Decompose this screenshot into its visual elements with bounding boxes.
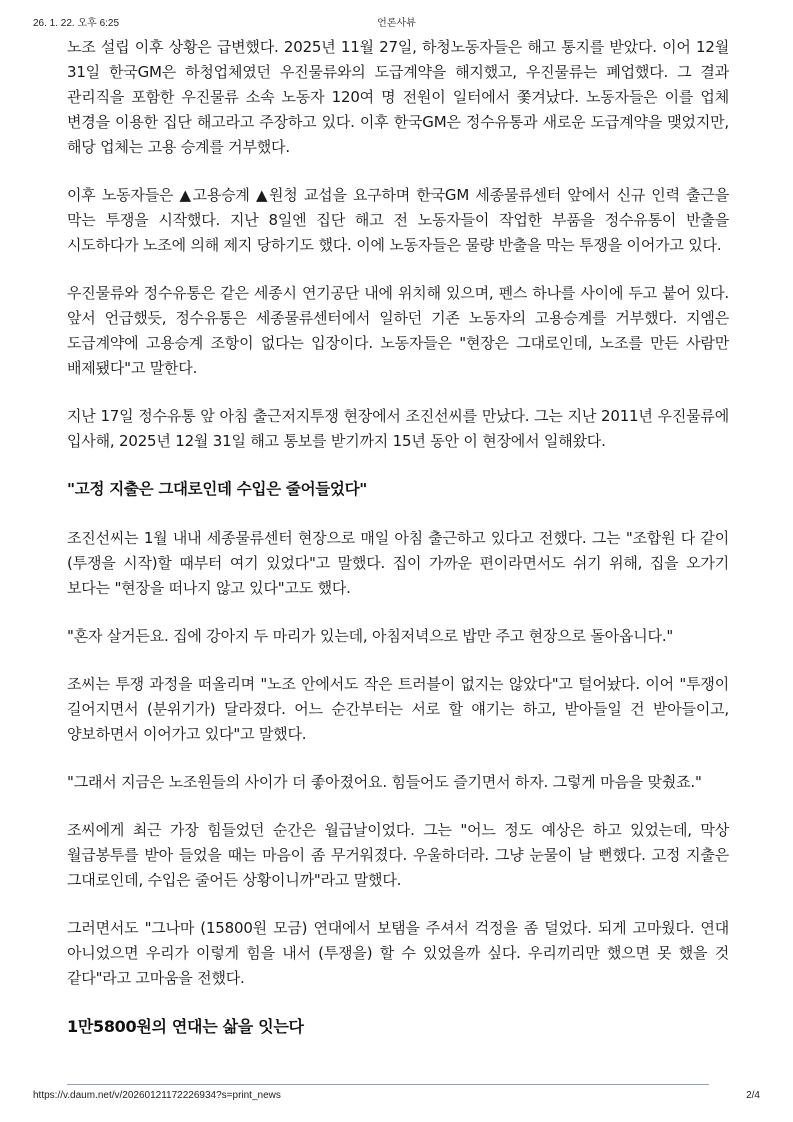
print-header <box>33 14 760 28</box>
article-subheading: "고정 지출은 그대로인데 수입은 줄어들었다" <box>67 480 368 498</box>
divider <box>67 1084 709 1085</box>
article-paragraph: 이후 노동자들은 ▲고용승계 ▲원청 교섭을 요구하며 한국GM 세종물류센터 앞에서 신규 인력 출근을 막는 투쟁을 시작했다. 지난 8일엔 집단 해고 전 노동자들이 작업한 부품을 정수유통이 반출을 시도하다가 노조에 의해 제지 당하기도 했다. 이에 노동자들은 물량 반출을 막는 투쟁을 이어가고 있다. <box>67 186 729 254</box>
article-paragraph: 우진물류와 정수유통은 같은 세종시 연기공단 내에 위치해 있으며, 펜스 하나를 사이에 두고 붙어 있다. 앞서 언급했듯, 정수유통은 세종물류센터에서 일하던 기존 노동자의 고용승계를 거부했다. 지엠은 도급계약에 고용승계 조항이 없다는 입장이다. 노동자들은 "현장은 그대로인데, 노조를 만든 사람만 배제됐다"고 말한다. <box>67 284 729 377</box>
article-body <box>67 35 729 1039</box>
article-paragraph: 지난 17일 정수유통 앞 아침 출근저지투쟁 현장에서 조진선씨를 만났다. 그는 지난 2011년 우진물류에 입사해, 2025년 12월 31일 해고 통보를 받기까지 15년 동안 이 현장에서 일해왔다. <box>67 407 729 450</box>
print-footer <box>33 1090 760 1104</box>
article-paragraph: 노조 설립 이후 상황은 급변했다. 2025년 11월 27일, 하청노동자들은 해고 통지를 받았다. 이어 12월 31일 한국GM은 하청업체였던 우진물류와의 도급계약을 해지했고, 우진물류는 폐업했다. 그 결과 관리직을 포함한 우진물류 소속 노동자 120여 명 전원이 일터에서 쫓겨났다. 노동자들은 이를 업체 변경을 이용한 집단 해고라고 주장하고 있다. 이후 한국GM은 정수유통과 새로운 도급계약을 맺었지만, 해당 업체는 고용 승계를 거부했다. <box>67 38 729 156</box>
article-paragraph: 조씨에게 최근 가장 힘들었던 순간은 월급날이었다. 그는 "어느 정도 예상은 하고 있었는데, 막상 월급봉투를 받아 들었을 때는 마음이 좀 무거워졌다. 우울하더라. 그냥 눈물이 날 뻔했다. 고정 지출은 그대로인데, 수입은 줄어든 상황이니까"라고 말했다. <box>67 821 729 889</box>
article-paragraph: 조진선씨는 1월 내내 세종물류센터 현장으로 매일 아침 출근하고 있다고 전했다. 그는 "조합원 다 같이 (투쟁을 시작)할 때부터 여기 있었다"고 말했다. 집이 가까운 편이라면서도 쉬기 위해, 집을 오가기 보다는 "현장을 떠나지 않고 있다"고도 했다. <box>67 529 729 597</box>
print-datetime: 26. 1. 22. 오후 6:25 <box>33 18 120 29</box>
print-site-title: 언론사뷰 <box>377 18 416 29</box>
article-quote: "그래서 지금은 노조원들의 사이가 더 좋아졌어요. 힘들어도 즐기면서 하자. 그렇게 마음을 맞췄죠." <box>67 773 702 791</box>
page-number: 2/4 <box>746 1090 760 1101</box>
article-paragraph: 조씨는 투쟁 과정을 떠올리며 "노조 안에서도 작은 트러블이 없지는 않았다"고 털어놨다. 이어 "투쟁이 길어지면서 (분위기가) 달라졌다. 어느 순간부터는 서로 할 얘기는 하고, 받아들일 건 받아들이고, 양보하면서 이어가고 있다"고 말했다. <box>67 675 729 743</box>
article-quote: "혼자 살거든요. 집에 강아지 두 마리가 있는데, 아침저녁으로 밥만 주고 현장으로 돌아옵니다." <box>67 627 674 645</box>
article-paragraph: 그러면서도 "그나마 (15800원 모금) 연대에서 보탬을 주셔서 걱정을 좀 덜었다. 되게 고마웠다. 연대 아니었으면 우리가 이렇게 힘을 내서 (투쟁을) 할 수 있었을까 싶다. 우리끼리만 했으면 못 했을 것 같다"라고 고마움을 전했다. <box>67 919 729 987</box>
print-url: https://v.daum.net/v/20260121172226934?s=print_news <box>33 1090 281 1101</box>
article-subheading: 1만5800원의 연대는 삶을 잇는다 <box>67 1017 304 1036</box>
